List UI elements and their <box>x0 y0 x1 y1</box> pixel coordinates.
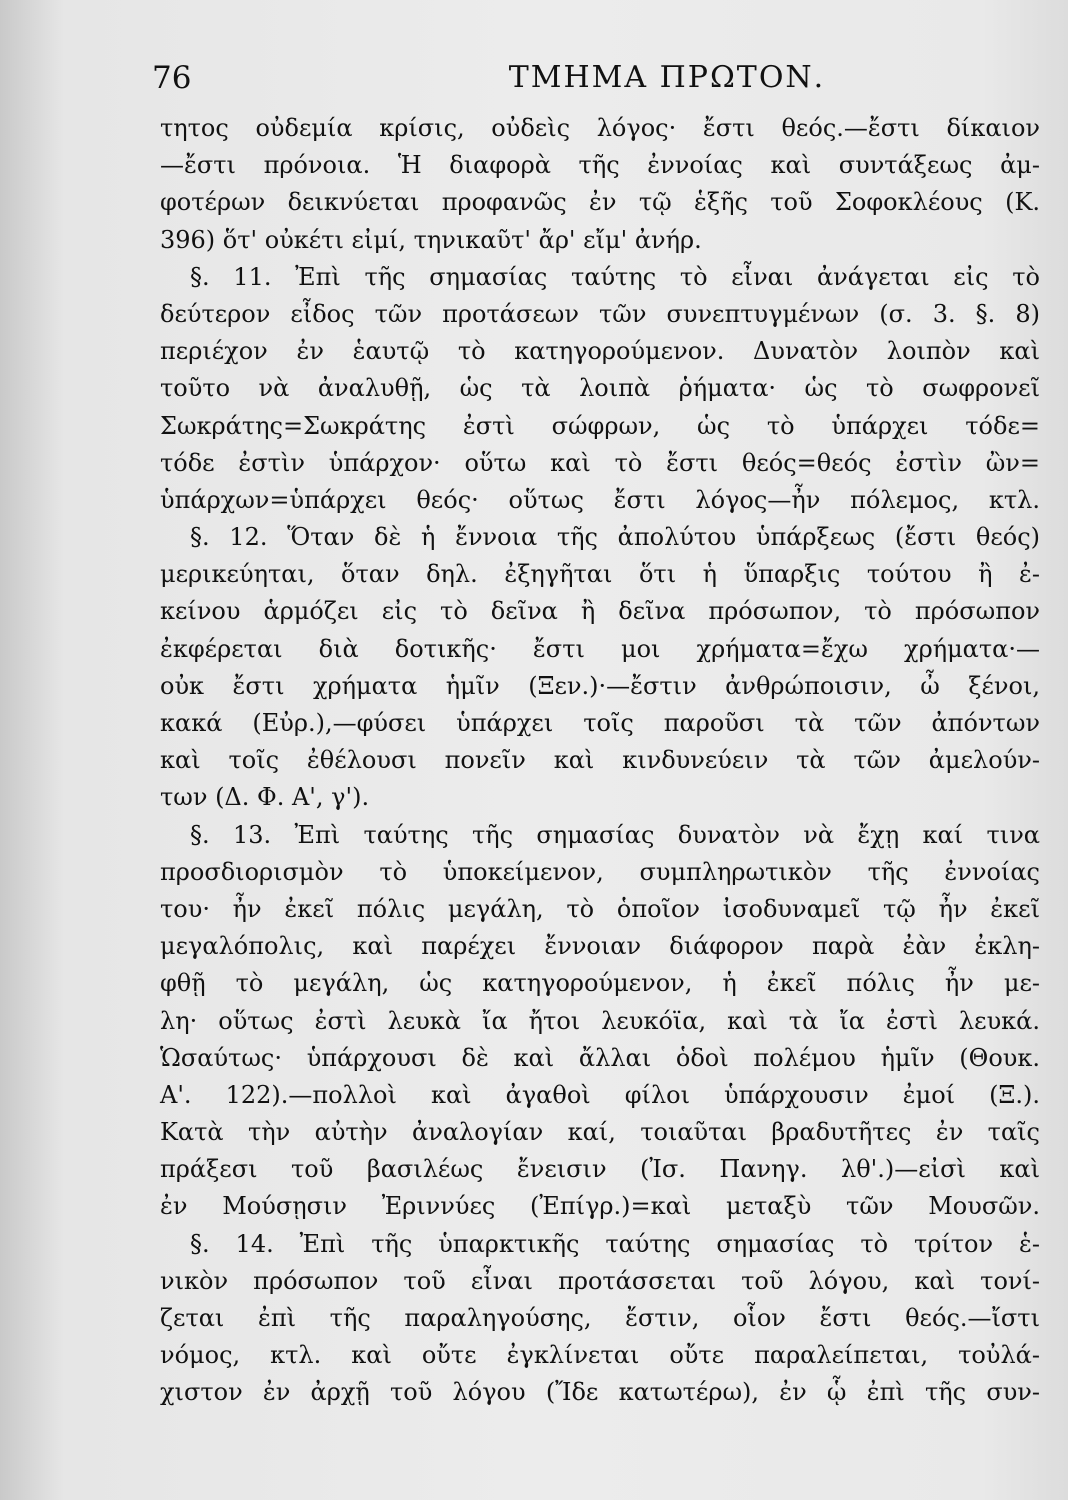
text-line: ζεται ἐπὶ τῆς παραληγούσης, ἔστιν, οἷον ἔστι θεός.—ἴστι <box>160 1304 1040 1332</box>
paragraph-13-start: §. 13. Ἐπὶ ταύτης τῆς σημασίας δυνατὸν νὰ ἔχῃ καί τινα <box>190 820 1040 849</box>
page-header <box>152 60 1032 100</box>
text-line: καὶ τοῖς ἐθέλουσι πονεῖν καὶ κινδυνεύειν τὰ τῶν ἀμελούν- <box>160 746 1040 775</box>
text-line: δεύτερον εἶδος τῶν προτάσεων τῶν συνεπτυγμένων (σ. 3. §. 8) <box>160 299 1040 328</box>
text-line: 396) ὅτ' οὐκέτι εἰμί, τηνικαῦτ' ἄρ' εἴμ' ἀνήρ. <box>160 225 702 254</box>
text-line: περιέχον ἐν ἑαυτῷ τὸ κατηγορούμενον. Δυνατὸν λοιπὸν καὶ <box>160 337 1040 366</box>
text-line: πράξεσι τοῦ βασιλέως ἔνεισιν (Ἰσ. Πανηγ. λθ'.)—εἰσὶ καὶ <box>160 1155 1040 1184</box>
text-line: Ὡσαύτως· ὑπάρχουσι δὲ καὶ ἄλλαι ὁδοὶ πολέμου ἡμῖν (Θουκ. <box>160 1043 1040 1072</box>
text-line: Α'. 122).—πολλοὶ καὶ ἀγαθοὶ φίλοι ὑπάρχουσιν ἐμοί (Ξ.). <box>160 1080 1040 1109</box>
text-line: των (Δ. Φ. Α', γ'). <box>160 783 370 812</box>
text-line: ἐκφέρεται διὰ δοτικῆς· ἔστι μοι χρήματα=ἔχω χρήματα·— <box>160 634 1040 663</box>
text-line: νικὸν πρόσωπον τοῦ εἶναι προτάσσεται τοῦ λόγου, καὶ τονί- <box>160 1266 1040 1295</box>
text-line: φοτέρων δεικνύεται προφανῶς ἐν τῷ ἑξῆς τοῦ Σοφοκλέους (Κ. <box>160 188 1040 217</box>
paragraph-14-start: §. 14. Ἐπὶ τῆς ὑπαρκτικῆς ταύτης σημασίας τὸ τρίτον ἑ- <box>190 1229 1040 1258</box>
text-line: του· ἦν ἐκεῖ πόλις μεγάλη, τὸ ὁποῖον ἰσοδυναμεῖ τῷ ἦν ἐκεῖ <box>160 894 1040 923</box>
text-line: λη· οὕτως ἐστὶ λευκὰ ἴα ἤτοι λευκόϊα, καὶ τὰ ἴα ἐστὶ λευκά. <box>160 1006 1040 1035</box>
text-line: Κατὰ τὴν αὐτὴν ἀναλογίαν καί, τοιαῦται βραδυτῆτες ἐν ταῖς <box>160 1118 1040 1147</box>
text-line: ὑπάρχων=ὑπάρχει θεός· οὕτως ἔστι λόγος—ἦν πόλεμος, κτλ. <box>160 485 1040 514</box>
text-line: κακά (Εὐρ.),—φύσει ὑπάρχει τοῖς παροῦσι τὰ τῶν ἀπόντων <box>160 709 1040 737</box>
paragraph-11-start: §. 11. Ἐπὶ τῆς σημασίας ταύτης τὸ εἶναι ἀνάγεται εἰς τὸ <box>190 262 1040 291</box>
text-line: ἐν Μούσῃσιν Ἐριννύες (Ἐπίγρ.)=καὶ μεταξὺ τῶν Μουσῶν. <box>160 1192 1040 1221</box>
text-line: κείνου ἁρμόζει εἰς τὸ δεῖνα ἢ δεῖνα πρόσωπον, τὸ πρόσωπον <box>160 597 1040 626</box>
paragraph-12-start: §. 12. Ὅταν δὲ ἡ ἔννοια τῆς ἀπολύτου ὑπάρξεως (ἔστι θεός) <box>190 523 1040 552</box>
text-line: προσδιορισμὸν τὸ ὑποκείμενον, συμπληρωτικὸν τῆς ἐννοίας <box>160 857 1040 886</box>
text-line: φθῇ τὸ μεγάλη, ὡς κατηγορούμενον, ἡ ἐκεῖ πόλις ἦν με- <box>160 969 1040 998</box>
text-line: τόδε ἐστὶν ὑπάρχον· οὕτω καὶ τὸ ἔστι θεός=θεός ἐστὶν ὢν= <box>160 448 1040 477</box>
page-number: 76 <box>152 60 192 96</box>
text-line: Σωκράτης=Σωκράτης ἐστὶ σώφρων, ὡς τὸ ὑπάρχει τόδε= <box>160 411 1040 440</box>
body-text <box>160 110 1040 1412</box>
text-line: νόμος, κτλ. καὶ οὔτε ἐγκλίνεται οὔτε παραλείπεται, τοὐλά- <box>160 1341 1040 1370</box>
text-line: τητος οὐδεμία κρίσις, οὐδεὶς λόγος· ἔστι θεός.—ἔστι δίκαιον <box>160 114 1040 142</box>
text-line: μεγαλόπολις, καὶ παρέχει ἔννοιαν διάφορον παρὰ ἐὰν ἐκλη- <box>160 932 1040 961</box>
text-line: οὐκ ἔστι χρήματα ἡμῖν (Ξεν.)·—ἔστιν ἀνθρώποισιν, ὦ ξένοι, <box>160 671 1040 700</box>
text-line: τοῦτο νὰ ἀναλυθῇ, ὡς τὰ λοιπὰ ῥήματα· ὡς τὸ σωφρονεῖ <box>160 374 1040 403</box>
running-head: ΤΜΗΜΑ ΠΡΩΤΟΝ. <box>508 60 826 95</box>
text-line: χιστον ἐν ἀρχῇ τοῦ λόγου (Ἴδε κατωτέρω), ἐν ᾧ ἐπὶ τῆς συν- <box>160 1378 1040 1407</box>
text-line: μερικεύηται, ὅταν δηλ. ἐξηγῆται ὅτι ἡ ὕπαρξις τούτου ἢ ἐ- <box>160 560 1040 589</box>
text-line: —ἔστι πρόνοια. Ἡ διαφορὰ τῆς ἐννοίας καὶ συντάξεως ἀμ- <box>160 151 1040 180</box>
